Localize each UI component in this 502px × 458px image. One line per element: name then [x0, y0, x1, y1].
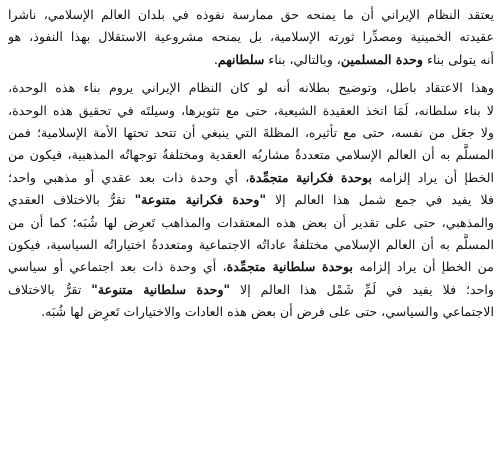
text-run: والمذهبي، حتى على تقدير أن بعض هذه المعتقدات والمذاهب تَعرِض لها شُبَه؛ كما أن من	[8, 214, 494, 230]
text-run: يعتقد النظام الإيراني أن ما يمنحه حق ممارسة نفوذه في بلدان العالم الإسلامي، ناشرا	[8, 7, 494, 22]
text-run: وهذا الاعتقاد باطل، وتوضيح بطلانه أنه لو كان النظام الإيراني يروم بناء هذه الوحدة،	[8, 80, 494, 96]
text-run: الاجتماعي والسياسي، حتى على فرض أن بعض هذه العادات والاختيارات تَعرِض لها شُبَه.	[41, 304, 494, 320]
text-line	[8, 167, 494, 189]
text-line	[8, 189, 494, 211]
text-line	[8, 77, 494, 99]
text-run: من الخطإ أن يراد إلزامه	[353, 259, 494, 275]
bold-phrase: بوحدة سلطانية متجمِّدة	[226, 259, 354, 275]
text-line	[8, 122, 494, 144]
text-run: أنه يتولى بناء	[423, 51, 494, 67]
text-run: ولا جعَل من نفسه، حتى مع تأثيره، المظلةَ التي ينبغي أن تتحد تحتها الأمة الإسلامية؛ فمن	[8, 125, 494, 141]
text-line	[8, 279, 494, 301]
text-run: تقرُّ بالاختلاف	[8, 281, 92, 297]
text-line	[8, 301, 494, 323]
paragraph-2	[8, 77, 494, 323]
text-run: المسلَّم به أن العالم الإسلامي مختلفةٌ عاداتُه الاجتماعية ومتعددةٌ اختياراتُه السياسية، فيكون	[8, 237, 494, 253]
text-line	[8, 26, 494, 48]
bold-phrase: "وحدة فكرانية متنوعة"	[134, 192, 267, 208]
text-run: .	[213, 51, 218, 67]
text-line	[8, 49, 494, 71]
text-line	[8, 234, 494, 256]
paragraph-1	[8, 4, 494, 71]
text-line	[8, 4, 494, 26]
text-line	[8, 256, 494, 278]
text-run: عقيدته الخمينية ومصدِّرا ثورته الإسلامية، بل يمنحه مشروعية الاستقلال بهذا النفوذ، هو	[8, 29, 494, 45]
bold-phrase: بوحدة فكرانية متجمِّدة	[249, 169, 373, 185]
bold-phrase: "وحدة سلطانية متنوعة"	[91, 281, 231, 297]
text-line	[8, 100, 494, 122]
text-line	[8, 212, 494, 234]
bold-phrase: وحدة المسلمين	[340, 51, 424, 67]
bold-phrase: سلطانهم	[217, 51, 265, 67]
text-run: تقرُّ بالاختلاف العقدي	[8, 192, 135, 208]
text-line	[8, 144, 494, 166]
text-run: ، أي وحدة ذات بعد اجتماعي أو سياسي	[8, 259, 227, 275]
text-run: المسلَّم به أن العالم الإسلامي متعددةٌ مشاربُه العقدية ومختلفةٌ توجهاتُه المذهبية، فيكون من	[8, 147, 494, 163]
text-run: واحد؛ فلا يفيد في لَمِّ شَمْل هذا العالم إلا	[230, 281, 494, 297]
text-run: فلا يفيد في جمع شمل هذا العالم إلا	[266, 192, 494, 208]
text-run: ، وبالتالي، بناء	[264, 51, 341, 67]
text-run: الخطإ أن يراد إلزامه	[372, 169, 494, 185]
text-run: ، أي وحدة ذات بعد عقدي أو مذهبي واحد؛	[8, 169, 250, 185]
text-run: لا بناء سلطانه، لَمَا اتخذ العقيدة الشيعية، حتى مع تثويرها، وسيلتَه في تحقيق هذه الوحدة،	[8, 102, 494, 118]
